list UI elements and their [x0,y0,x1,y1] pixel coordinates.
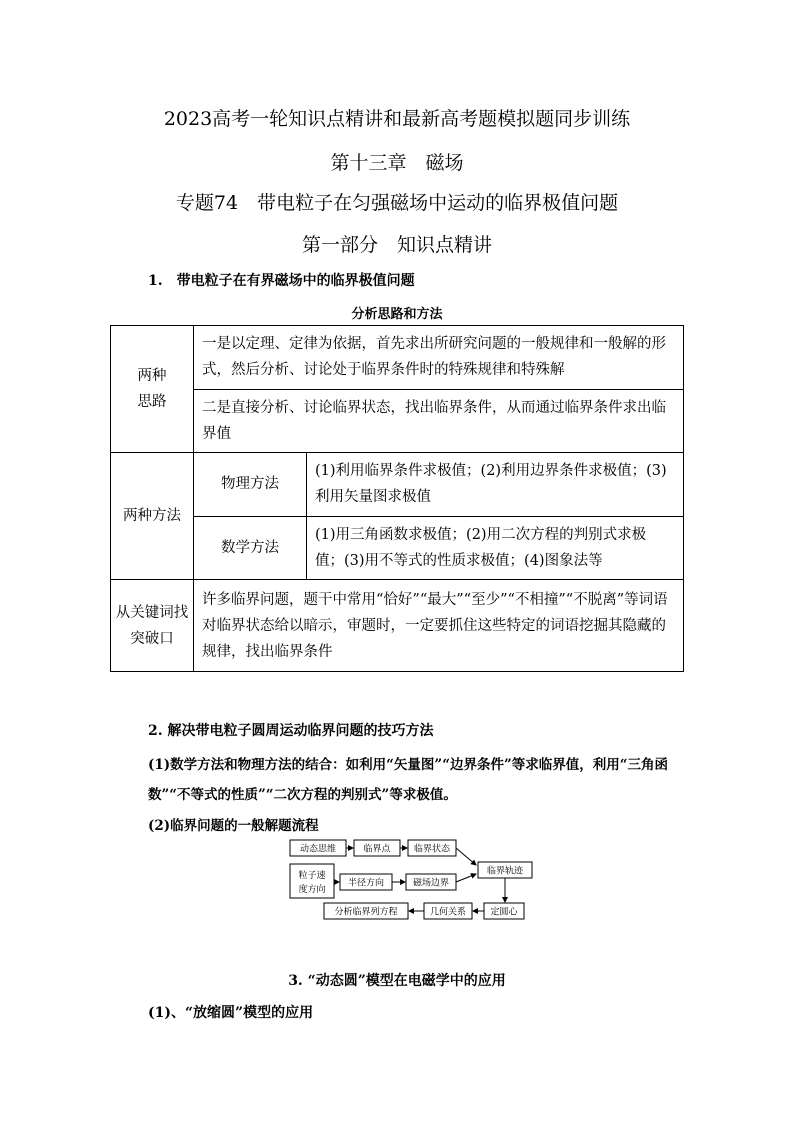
section-3-heading: 3. “动态圆”模型在电磁学中的应用 [288,973,506,989]
part-title: 第一部分 知识点精讲 [301,234,492,256]
math-method-label: 数学方法 [194,516,307,580]
section-3-subheading: (1)、“放缩圆”模型的应用 [148,1005,314,1021]
flow-radius: 半径方向 [347,878,385,889]
flow-speed-line2: 度方向 [298,885,326,895]
flow-point: 临界点 [363,844,391,855]
methods-table [110,325,684,672]
flow-dynamic: 动态思维 [299,844,337,855]
table-caption: 分析思路和方法 [351,307,443,322]
physics-method-label: 物理方法 [194,453,307,517]
section-1-heading: 1. 带电粒子在有界磁场中的临界极值问题 [148,273,415,289]
flow-equation: 分析临界列方程 [334,907,398,918]
flow-geometry: 几何关系 [429,907,467,918]
section-2-heading: 2. 解决带电粒子圆周运动临界问题的技巧方法 [148,723,434,739]
flow-center: 定圆心 [490,907,518,918]
flow-state: 临界状态 [413,844,451,855]
flow-boundary: 磁场边界 [412,878,450,889]
document-title: 2023高考一轮知识点精讲和最新高考题模拟题同步训练 [163,108,631,130]
idea-one-cell: 一是以定理、定律为依据，首先求出所研究问题的一般规律和一般解的形式，然后分析、讨论处于临界条件时的特殊规律和特殊解 [194,326,684,390]
physics-method-cell: (1)利用临界条件求极值；(2)利用边界条件求极值；(3)利用矢量图求极值 [307,453,684,517]
flow-track: 临界轨迹 [486,866,524,877]
flow-speed-line1: 粒子速 [298,871,326,881]
section-2-subheading: (2)临界问题的一般解题流程 [148,818,319,834]
topic-title: 专题74 带电粒子在匀强磁场中运动的临界极值问题 [175,192,619,214]
row-label-keywords: 从关键词找 突破口 [111,580,194,672]
chapter-title: 第十三章 磁场 [330,152,464,174]
idea-two-cell: 二是直接分析、讨论临界状态，找出临界条件，从而通过临界条件求出临界值 [194,389,684,453]
section-2-paragraph: (1)数学方法和物理方法的结合：如利用“矢量图”“边界条件”等求临界值，利用“三角函数”“不等式的性质”“二次方程的判别式”等求极值。 [148,757,668,803]
math-method-cell: (1)用三角函数求极值；(2)用二次方程的判别式求极值；(3)用不等式的性质求极值；(4)图象法等 [307,516,684,580]
solution-flowchart [284,836,544,922]
row-label-two-ideas: 两种 思路 [111,326,194,453]
row-label-two-methods: 两种方法 [111,453,194,580]
keywords-cell: 许多临界问题，题干中常用“恰好”“最大”“至少”“不相撞”“不脱离”等词语对临界状态给以暗示，审题时，一定要抓住这些特定的词语挖掘其隐藏的规律，找出临界条件 [194,580,684,672]
